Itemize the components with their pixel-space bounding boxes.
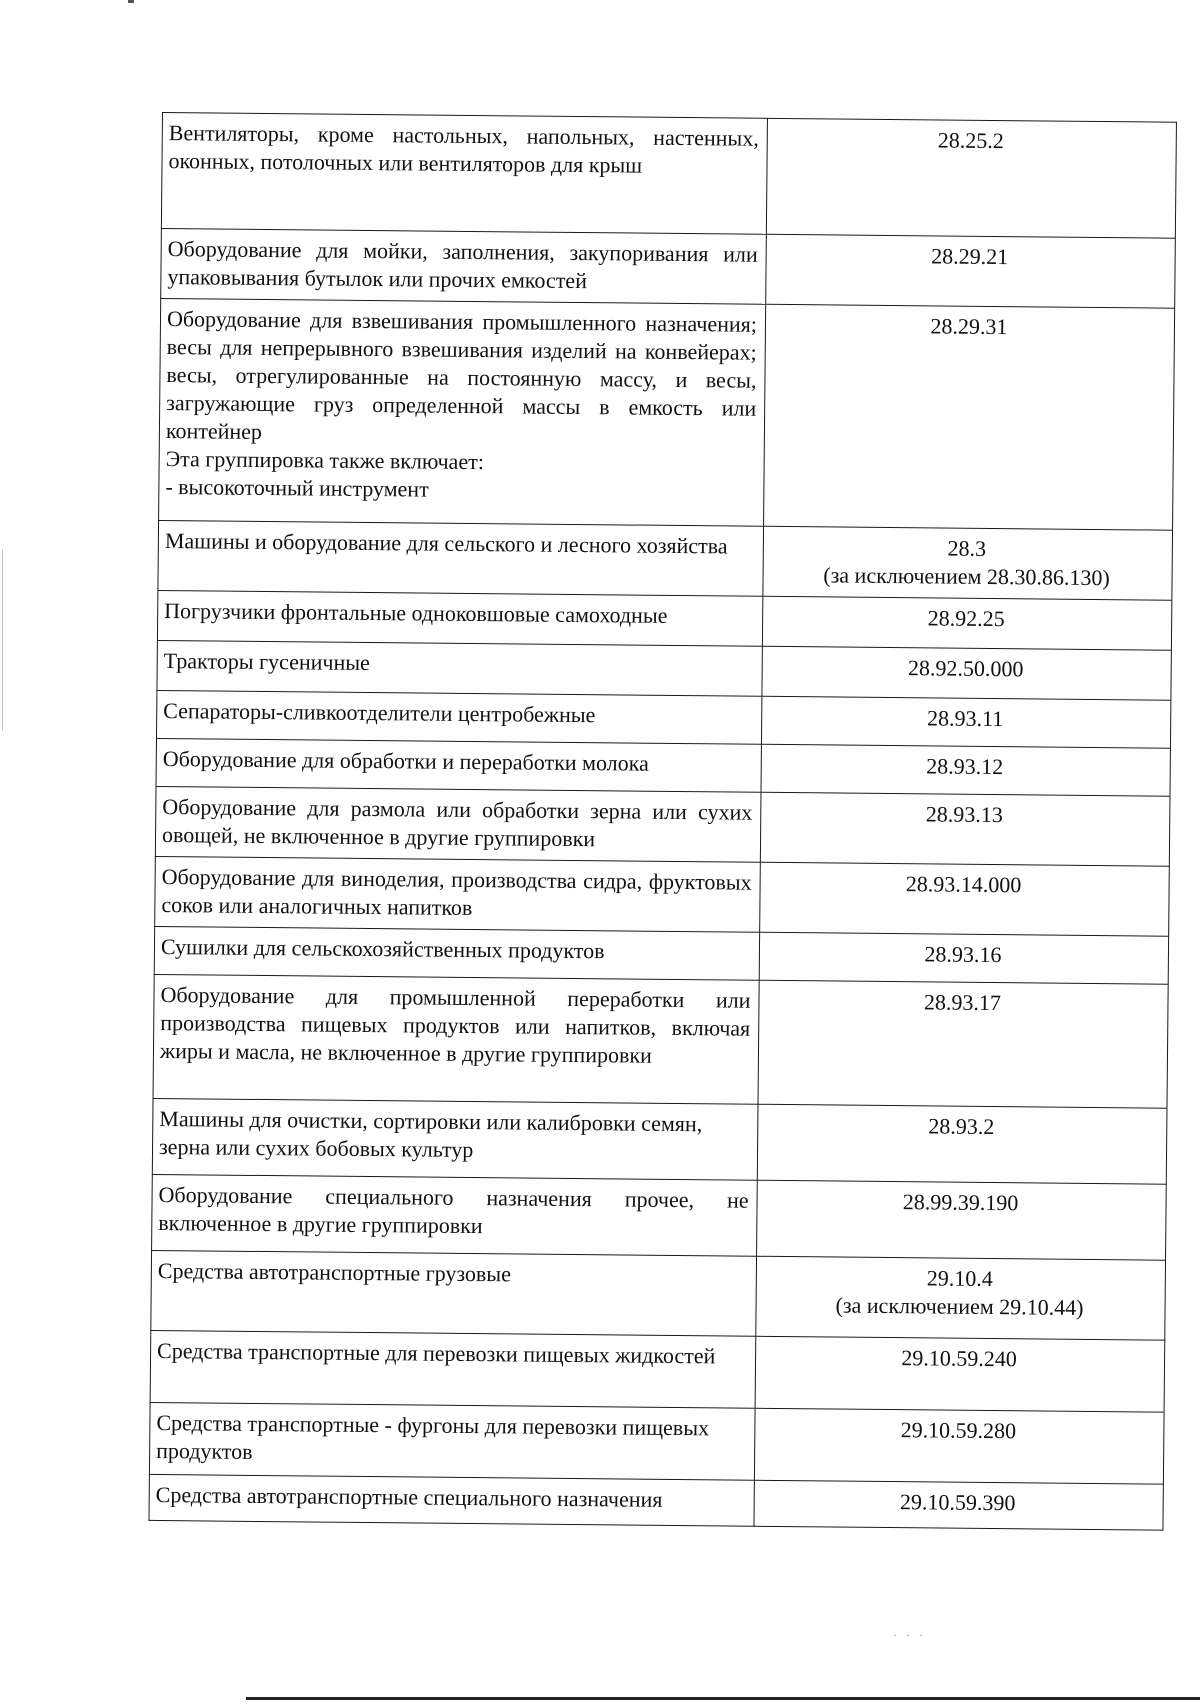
row-code <box>763 526 1173 600</box>
table-row <box>149 1402 1164 1484</box>
row-code-note: (за исключением 29.10.44) <box>835 1292 1084 1320</box>
row-description: Машины для очистки, сортировки или калибровки семян, зерна или сухих бобовых культур <box>152 1098 758 1180</box>
table-row <box>151 1250 1166 1340</box>
row-description: Средства автотранспортные грузовые <box>151 1250 757 1336</box>
table-row <box>152 1174 1167 1260</box>
row-description: Средства транспортные для перевозки пищевых жидкостей <box>150 1330 756 1408</box>
table-row <box>150 1330 1165 1412</box>
row-description: Средства автотранспортные специального назначения <box>149 1474 754 1526</box>
row-code: 28.93.12 <box>761 744 1170 796</box>
table-row <box>155 786 1170 866</box>
row-description: Оборудование для размола или обработки зерна или сухих овощей, не включенное в другие группировки <box>155 786 761 862</box>
table-row <box>161 228 1176 308</box>
table-row <box>155 856 1170 936</box>
row-description: Сепараторы-сливкоотделители центробежные <box>156 690 761 744</box>
table-row <box>161 113 1176 239</box>
row-code: 29.10.59.240 <box>755 1336 1165 1412</box>
table-row <box>158 520 1173 600</box>
row-description-main: Оборудование для взвешивания промышленного назначения; весы для непрерывного взвешивания изделий на конвейерах; весы, отрегулированные на постоянную массу, и весы, загружающие груз определенной массы в емкость или контейнер <box>165 306 758 444</box>
row-code <box>756 1256 1166 1340</box>
row-code: 28.25.2 <box>766 118 1176 238</box>
row-code: 28.93.11 <box>761 696 1170 748</box>
row-description: Погрузчики фронтальные одноковшовые самоходные <box>157 590 762 646</box>
row-code: 28.92.50.000 <box>762 646 1171 700</box>
row-code: 28.29.21 <box>766 234 1176 308</box>
scan-artifact: · · · <box>893 1628 926 1642</box>
row-description: Вентиляторы, кроме настольных, напольных, настенных, оконных, потолочных или вентиляторов для крыш <box>161 113 767 235</box>
row-description: Оборудование для обработки и переработки молока <box>156 738 761 792</box>
row-description: Тракторы гусеничные <box>157 640 762 696</box>
row-description: Оборудование для виноделия, производства сидра, фруктовых соков или аналогичных напитков <box>155 856 761 932</box>
classification-table <box>148 112 1176 1531</box>
row-code: 28.93.2 <box>757 1104 1167 1184</box>
row-code-value: 29.10.4 <box>926 1265 993 1292</box>
row-description-extra: - высокоточный инструмент <box>165 474 429 502</box>
row-code: 28.29.31 <box>764 304 1175 530</box>
row-code: 28.93.17 <box>758 980 1168 1108</box>
row-description <box>159 298 766 526</box>
row-description: Сушилки для сельскохозяйственных продуктов <box>154 926 759 980</box>
row-code: 29.10.59.280 <box>754 1408 1164 1484</box>
table-row <box>153 974 1168 1108</box>
classification-table-wrapper <box>148 112 1161 1531</box>
row-code-note: (за исключением 28.30.86.130) <box>823 562 1110 591</box>
row-description-extra: Эта группировка также включает: <box>165 446 484 475</box>
row-code: 28.93.13 <box>760 792 1170 866</box>
scan-artifact <box>128 0 134 3</box>
scan-artifact <box>246 1697 1200 1700</box>
row-code: 28.93.16 <box>759 932 1168 984</box>
table-row <box>149 1474 1163 1530</box>
row-code: 28.93.14.000 <box>760 862 1170 936</box>
row-code: 29.10.59.390 <box>754 1480 1163 1530</box>
table-row <box>159 298 1175 530</box>
row-code: 28.92.25 <box>762 596 1171 650</box>
scan-artifact <box>2 550 3 730</box>
table-row <box>152 1098 1167 1184</box>
row-description: Оборудование для мойки, заполнения, закупоривания или упаковывания бутылок или прочих емкостей <box>161 228 767 304</box>
row-description: Машины и оборудование для сельского и лесного хозяйства <box>158 520 764 596</box>
row-description: Оборудование специального назначения прочее, не включенное в другие группировки <box>152 1174 758 1256</box>
row-code-value: 28.3 <box>947 535 987 561</box>
row-description: Средства транспортные - фургоны для перевозки пищевых продуктов <box>149 1402 755 1480</box>
row-code: 28.99.39.190 <box>757 1180 1167 1260</box>
row-description: Оборудование для промышленной переработки или производства пищевых продуктов или напитков, включая жиры и масла, не включенное в другие группировки <box>153 974 759 1104</box>
